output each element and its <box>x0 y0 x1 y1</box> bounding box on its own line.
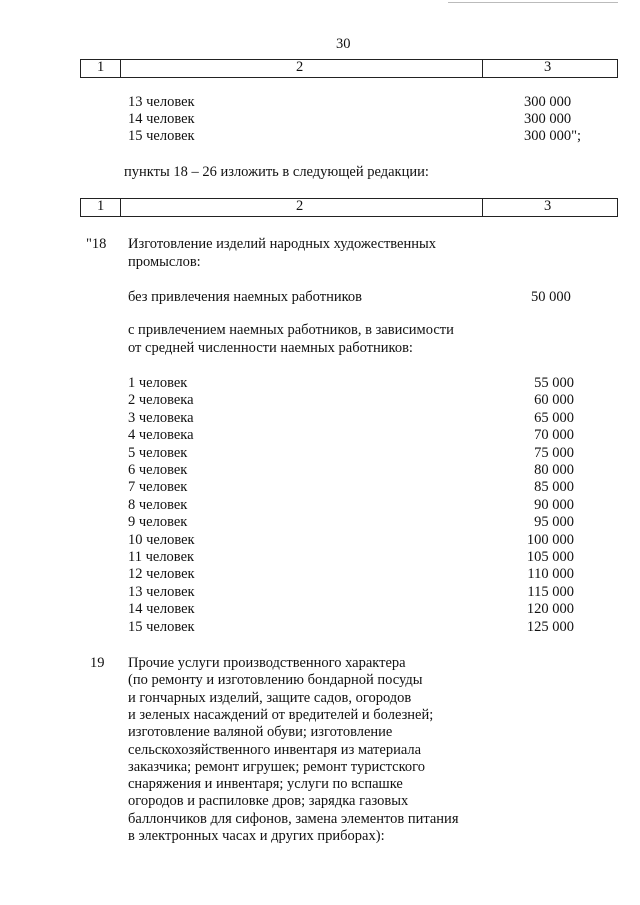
no-hire-value: 50 000 <box>531 289 571 305</box>
list-item <box>128 532 588 549</box>
text-line: и зеленых насаждений от вредителей и болезней; <box>128 706 434 723</box>
text-line: Прочие услуги производственного характера <box>128 655 406 671</box>
text-line: баллончиков для сифонов, замена элементов питания <box>128 810 459 827</box>
top-edge-mark <box>448 2 618 3</box>
hire-text-line: от средней численности наемных работников: <box>128 340 413 356</box>
row-value: 65 000 <box>534 409 574 426</box>
row-label: 7 человек <box>128 479 188 496</box>
list-item <box>128 619 588 636</box>
text-line: заказчика; ремонт игрушек; ремонт туристского <box>128 758 425 775</box>
row-label: 2 человека <box>128 392 194 409</box>
list-item <box>128 497 588 514</box>
text-line: и гончарных изделий, защите садов, огородов <box>128 689 412 706</box>
text-line: изготовление валяной обуви; изготовление <box>128 724 393 741</box>
list-item: 15 человек 300 000"; <box>128 128 582 144</box>
row-value: 80 000 <box>534 462 574 478</box>
row-value: 110 000 <box>527 566 574 583</box>
row-label: 13 человек <box>128 583 195 600</box>
list-item: 14 человек 300 000 <box>128 111 572 127</box>
text-line: в электронных часах и других приборах): <box>128 828 385 844</box>
row-value: 85 000 <box>534 479 574 496</box>
col-header-3: 3 <box>544 198 552 214</box>
text-line: снаряжения и инвентаря; услуги по вспашке <box>128 776 403 793</box>
list-item <box>128 410 588 427</box>
row-value: 60 000 <box>534 392 574 409</box>
row-label: 11 человек <box>128 549 195 565</box>
item-number: 19 <box>90 655 105 671</box>
row-label: 3 человека <box>128 409 194 426</box>
hire-text-line: с привлечением наемных работников, в зависимости <box>128 322 454 338</box>
col-header-1: 1 <box>97 198 105 214</box>
list-item <box>128 375 588 392</box>
row-label: 14 человек <box>128 601 195 618</box>
page-number: 30 <box>336 36 351 52</box>
row-label: 5 человек <box>128 444 188 461</box>
item-title-line: промыслов: <box>128 254 201 270</box>
list-item <box>128 601 588 618</box>
list-item <box>128 445 588 462</box>
list-item <box>128 479 588 496</box>
list-item: 13 человек 300 000 <box>128 94 572 110</box>
list-item <box>128 566 588 583</box>
row-value: 115 000 <box>527 583 574 600</box>
row-label: 9 человек <box>128 514 188 531</box>
text-line: огородов и распиловке дров; зарядка газовых <box>128 793 409 810</box>
row-value: 55 000 <box>534 375 574 391</box>
row-label: 4 человека <box>128 427 194 444</box>
row-value: 125 000 <box>526 618 574 635</box>
list-item <box>128 392 588 409</box>
col-header-3: 3 <box>544 59 552 75</box>
row-value: 105 000 <box>526 549 574 565</box>
row-label: 1 человек <box>128 375 188 391</box>
row-label: 10 человек <box>128 531 195 548</box>
item-title-line: Изготовление изделий народных художественных <box>128 236 437 252</box>
col-header-2: 2 <box>296 59 304 75</box>
text-line: сельскохозяйственного инвентаря из материала <box>128 741 422 758</box>
list-item <box>128 549 588 566</box>
list-item <box>128 584 588 601</box>
instruction-text: пункты 18 – 26 изложить в следующей редакции: <box>124 164 429 180</box>
row-value: 95 000 <box>534 514 574 531</box>
row-label: 15 человек <box>128 618 195 635</box>
no-hire-label: без привлечения наемных работников <box>128 289 362 305</box>
row-value: 100 000 <box>526 531 574 548</box>
row-label: 12 человек <box>128 566 195 583</box>
col-header-1: 1 <box>97 59 105 75</box>
list-item <box>128 462 588 479</box>
row-value: 90 000 <box>534 496 574 513</box>
item-number: "18 <box>86 236 107 252</box>
list-item <box>128 514 588 531</box>
col-header-2: 2 <box>296 198 304 214</box>
row-label: 8 человек <box>128 496 188 513</box>
list-item <box>128 427 588 444</box>
row-value: 75 000 <box>534 444 574 461</box>
row-label: 6 человек <box>128 462 188 478</box>
row-value: 120 000 <box>526 601 574 618</box>
row-value: 70 000 <box>534 427 574 444</box>
text-line: (по ремонту и изготовлению бондарной посуды <box>128 672 423 689</box>
